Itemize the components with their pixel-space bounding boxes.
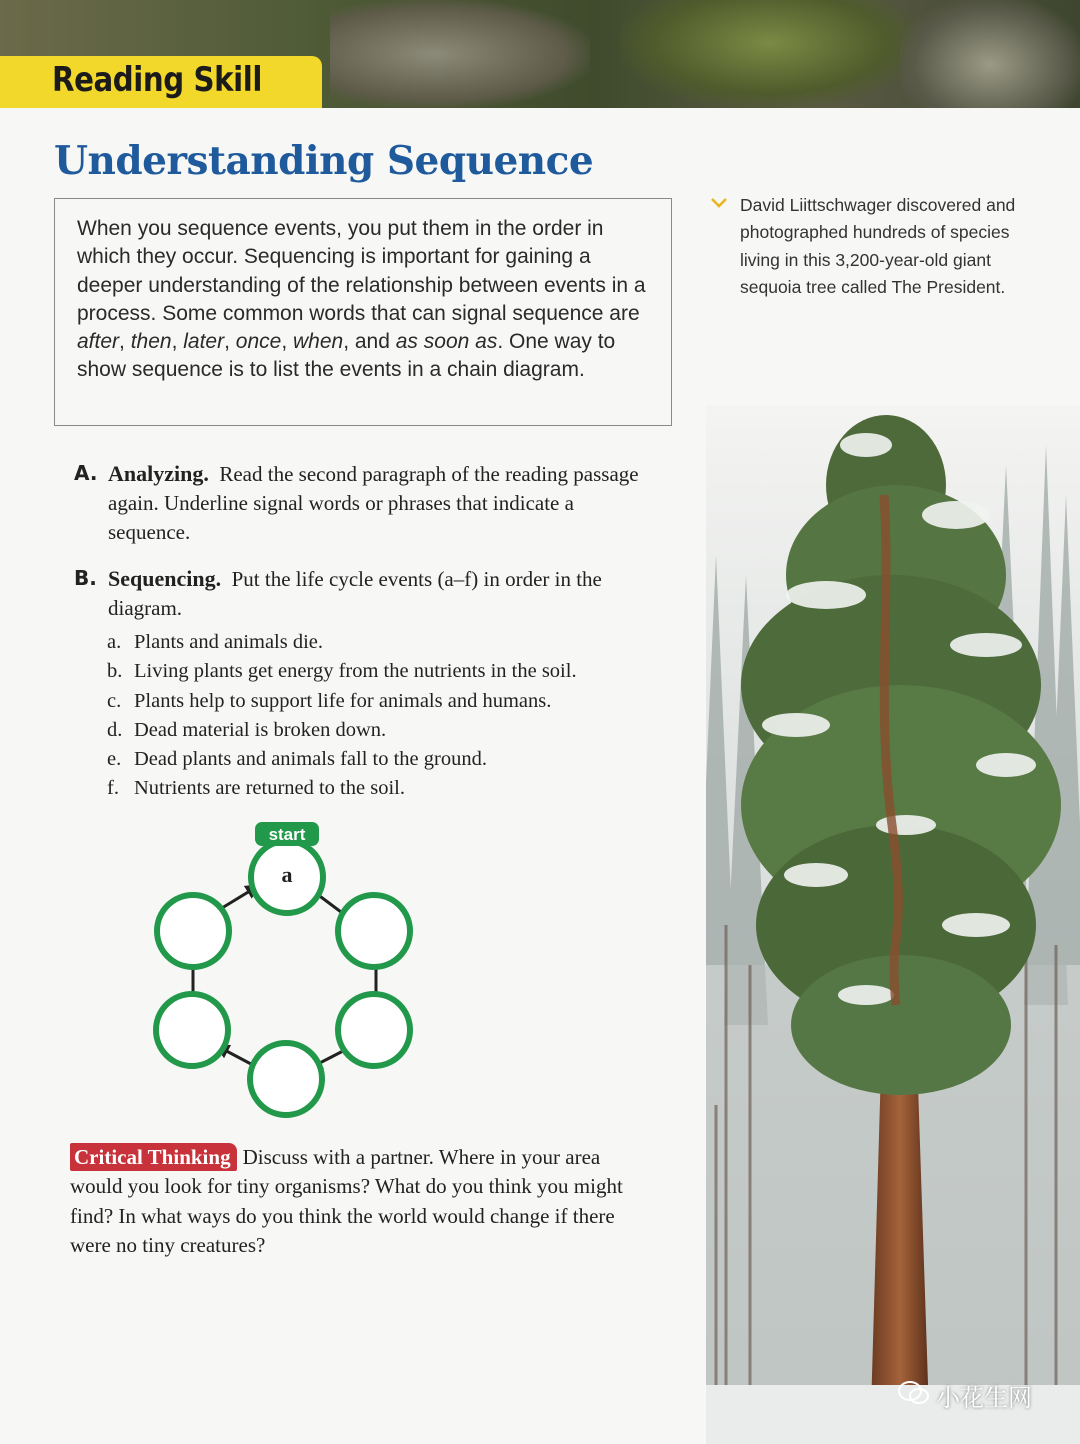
photo-caption: David Liittschwager discovered and photographed hundreds of species living in this 3,200-year-old giant sequoia tree called The President. xyxy=(740,195,1016,297)
reading-skill-label: Reading Skill xyxy=(52,60,262,100)
question-a-text: Read the second paragraph of the reading passage again. Underline signal words or phrases that indicate a sequence. xyxy=(108,462,639,544)
reading-skill-tab xyxy=(0,56,322,108)
critical-thinking-text: Discuss with a partner. Where in your area would you look for tiny organisms? What do you think you might find? In what ways do you think the world would change if there were no tiny creatures? xyxy=(70,1145,623,1257)
watermark-text: 小花生网 xyxy=(936,1384,1032,1412)
list-item: b. Living plants get energy from the nutrients in the soil. xyxy=(107,660,577,683)
node-a-label: a xyxy=(281,862,293,887)
start-label: start xyxy=(268,825,306,844)
question-a-heading: Analyzing. xyxy=(108,461,209,486)
list-item: c. Plants help to support life for animals and humans. xyxy=(107,689,552,712)
list-item: a. Plants and animals die. xyxy=(107,631,324,653)
question-b-letter: B. xyxy=(74,566,97,590)
sequoia-tree-photo xyxy=(706,405,1080,1444)
cycle-node xyxy=(338,895,410,967)
question-a-letter: A. xyxy=(74,461,98,485)
cycle-node xyxy=(338,994,410,1066)
chevron-down-icon xyxy=(710,196,728,210)
list-item: f. Nutrients are returned to the soil. xyxy=(107,777,405,800)
list-item: e. Dead plants and animals fall to the ground. xyxy=(107,748,487,771)
list-item: d. Dead material is broken down. xyxy=(107,718,387,741)
critical-thinking xyxy=(70,1143,650,1260)
page-title: Understanding Sequence xyxy=(54,138,594,184)
wechat-icon xyxy=(898,1380,930,1406)
question-b-heading: Sequencing. xyxy=(108,566,222,591)
event-list xyxy=(107,628,577,804)
cycle-node xyxy=(156,994,228,1066)
cycle-diagram xyxy=(145,818,425,1124)
cycle-node xyxy=(250,1043,322,1115)
question-a xyxy=(74,459,644,547)
intro-box xyxy=(54,198,672,426)
cycle-node xyxy=(157,895,229,967)
intro-text: When you sequence events, you put them in the order in which they occur. Sequencing is important for gaining a deeper understanding of the relationship between events in a process. Some common words that can signal sequence are after, then, later, once, when, and as soon as. One way to show sequence is to list the events in a chain diagram. xyxy=(77,217,646,382)
critical-thinking-label: Critical Thinking xyxy=(70,1143,237,1171)
question-b xyxy=(74,564,644,623)
question-b-text: Put the life cycle events (a–f) in order in the diagram. xyxy=(108,567,602,620)
